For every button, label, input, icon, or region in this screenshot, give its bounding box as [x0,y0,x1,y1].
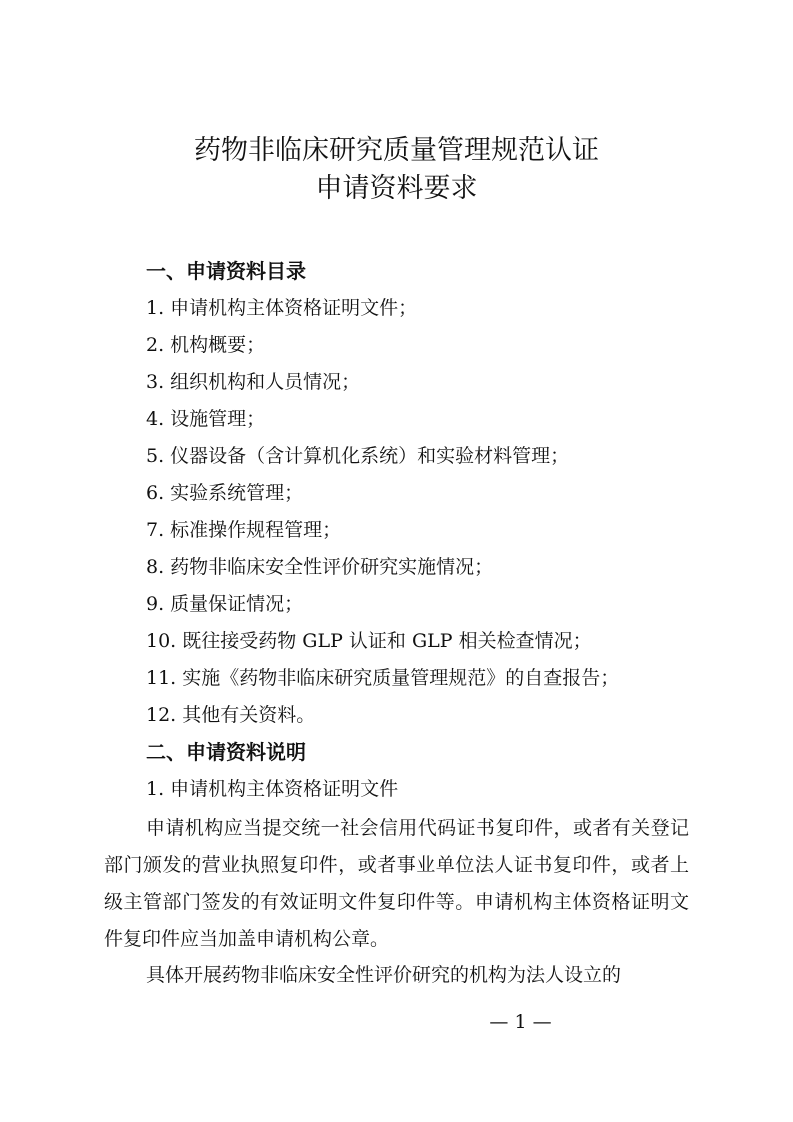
paragraph-continued: 具体开展药物非临床安全性评价研究的机构为法人设立的 [146,964,622,986]
list-item: 9. 质量保证情况； [146,593,304,615]
list-item: 12. 其他有关资料。 [146,704,316,726]
list-item: 6. 实验系统管理； [146,482,304,504]
list-item: 4. 设施管理； [146,408,266,430]
section1-heading: 一、申请资料目录 [146,259,306,283]
list-item: 1. 申请机构主体资格证明文件； [146,297,418,319]
list-item: 11. 实施《药物非临床研究质量管理规范》的自查报告； [146,667,620,689]
paragraph-qualification: 申请机构应当提交统一社会信用代码证书复印件，或者有关登记部门颁发的营业执照复印件，或者事业单位法人证书复印件，或者上级主管部门签发的有效证明文件复印件等。申请机构主体资格证明文件复印件应当加盖申请机构公章。 [104,817,689,950]
document-title-line1: 药物非临床研究质量管理规范认证 [194,135,599,166]
list-item: 8. 药物非临床安全性评价研究实施情况； [146,556,494,578]
subsection-title: 1. 申请机构主体资格证明文件 [146,778,399,800]
list-item: 5. 仪器设备（含计算机化系统）和实验材料管理； [146,445,570,467]
list-item: 2. 机构概要； [146,334,266,356]
list-item: 3. 组织机构和人员情况； [146,371,361,393]
section2-heading: 二、申请资料说明 [146,740,306,764]
page-number: — 1 — [489,1011,552,1033]
list-item: 7. 标准操作规程管理； [146,519,342,541]
document-title-line2: 申请资料要求 [315,173,478,204]
list-item: 10. 既往接受药物 GLP 认证和 GLP 相关检查情况； [146,630,592,652]
